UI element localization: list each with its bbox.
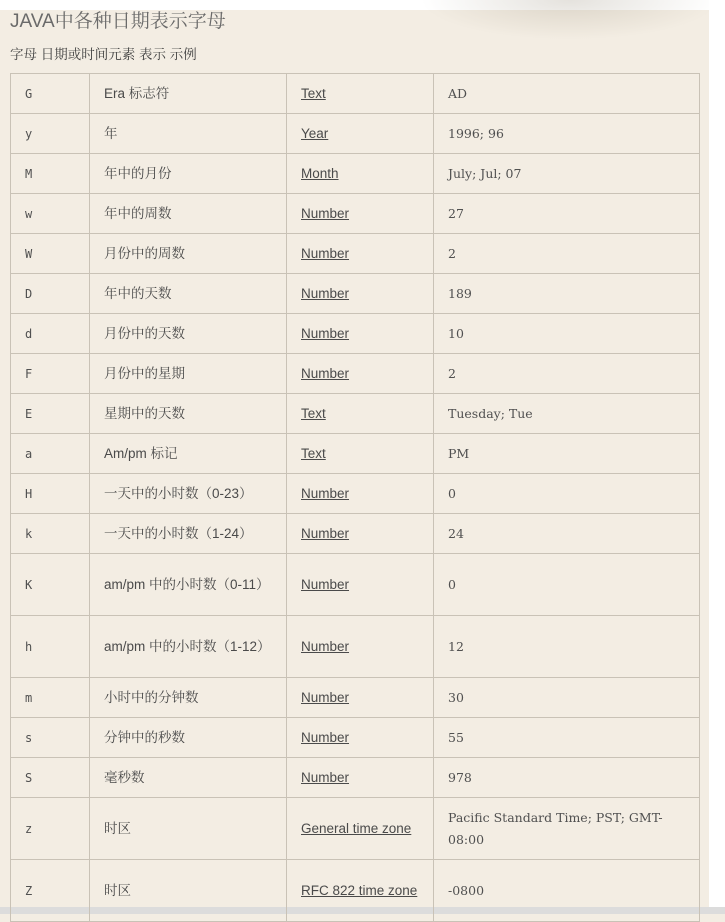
table-row [11, 154, 700, 194]
element-cell: 毫秒数 [90, 758, 287, 798]
table-row [11, 718, 700, 758]
element-cell: 年中的月份 [90, 154, 287, 194]
presentation-cell [287, 474, 434, 514]
presentation-link[interactable]: Number [301, 245, 350, 261]
example-cell: 30 [434, 678, 700, 718]
pattern-letter-cell: E [11, 394, 90, 434]
table-row [11, 554, 700, 616]
element-cell: Am/pm 标记 [90, 434, 287, 474]
presentation-cell [287, 194, 434, 234]
example-cell: 0 [434, 474, 700, 514]
table-row [11, 114, 700, 154]
presentation-link[interactable]: Number [301, 205, 350, 221]
table-row [11, 314, 700, 354]
element-cell: 月份中的天数 [90, 314, 287, 354]
presentation-link[interactable]: Number [301, 769, 350, 785]
presentation-cell [287, 514, 434, 554]
presentation-cell [287, 678, 434, 718]
presentation-link[interactable]: RFC 822 time zone [301, 882, 418, 898]
element-cell: 月份中的星期 [90, 354, 287, 394]
presentation-cell [287, 718, 434, 758]
presentation-cell [287, 860, 434, 922]
example-cell: 24 [434, 514, 700, 554]
table-caption: 字母 日期或时间元素 表示 示例 [10, 47, 197, 62]
pattern-letter-cell: S [11, 758, 90, 798]
example-cell: 0 [434, 554, 700, 616]
table-row [11, 354, 700, 394]
pattern-letter-cell: K [11, 554, 90, 616]
presentation-cell [287, 234, 434, 274]
presentation-link[interactable]: Number [301, 689, 350, 705]
element-cell: 年中的周数 [90, 194, 287, 234]
example-cell: 2 [434, 354, 700, 394]
table-row [11, 194, 700, 234]
right-edge [709, 0, 725, 914]
presentation-link[interactable]: Text [301, 85, 326, 101]
presentation-link[interactable]: Number [301, 576, 350, 592]
example-cell: Pacific Standard Time; PST; GMT-08:00 [434, 798, 700, 860]
pattern-letter-cell: F [11, 354, 90, 394]
table-row [11, 434, 700, 474]
presentation-link[interactable]: Number [301, 285, 350, 301]
element-cell: 年中的天数 [90, 274, 287, 314]
presentation-cell [287, 274, 434, 314]
table-row [11, 514, 700, 554]
element-cell: 星期中的天数 [90, 394, 287, 434]
example-cell: PM [434, 434, 700, 474]
pattern-letter-cell: d [11, 314, 90, 354]
presentation-cell [287, 354, 434, 394]
element-cell: 分钟中的秒数 [90, 718, 287, 758]
presentation-cell [287, 154, 434, 194]
date-format-table [10, 73, 700, 922]
presentation-cell [287, 554, 434, 616]
element-cell: 月份中的周数 [90, 234, 287, 274]
table-row [11, 678, 700, 718]
presentation-link[interactable]: Number [301, 729, 350, 745]
pattern-letter-cell: a [11, 434, 90, 474]
pattern-letter-cell: G [11, 74, 90, 114]
example-cell: July; Jul; 07 [434, 154, 700, 194]
presentation-cell [287, 314, 434, 354]
presentation-cell [287, 394, 434, 434]
presentation-link[interactable]: Number [301, 485, 350, 501]
presentation-cell [287, 74, 434, 114]
pattern-letter-cell: h [11, 616, 90, 678]
presentation-cell [287, 434, 434, 474]
presentation-cell [287, 114, 434, 154]
table-row [11, 234, 700, 274]
element-cell: 一天中的小时数（1-24） [90, 514, 287, 554]
element-cell: 年 [90, 114, 287, 154]
table-row [11, 274, 700, 314]
pattern-letter-cell: W [11, 234, 90, 274]
presentation-cell [287, 758, 434, 798]
table-row [11, 758, 700, 798]
example-cell: -0800 [434, 860, 700, 922]
example-cell: 189 [434, 274, 700, 314]
presentation-link[interactable]: General time zone [301, 820, 412, 836]
page-title: JAVA中各种日期表示字母 [10, 11, 226, 32]
presentation-link[interactable]: Number [301, 365, 350, 381]
presentation-link[interactable]: Text [301, 405, 326, 421]
example-cell: 2 [434, 234, 700, 274]
example-cell: 10 [434, 314, 700, 354]
element-cell: 一天中的小时数（0-23） [90, 474, 287, 514]
presentation-link[interactable]: Year [301, 125, 329, 141]
presentation-cell [287, 798, 434, 860]
element-cell: 时区 [90, 798, 287, 860]
table-row [11, 860, 700, 922]
pattern-letter-cell: w [11, 194, 90, 234]
pattern-letter-cell: m [11, 678, 90, 718]
pattern-letter-cell: D [11, 274, 90, 314]
table-row [11, 74, 700, 114]
example-cell: 55 [434, 718, 700, 758]
example-cell: 978 [434, 758, 700, 798]
pattern-letter-cell: z [11, 798, 90, 860]
presentation-link[interactable]: Number [301, 525, 350, 541]
presentation-link[interactable]: Number [301, 325, 350, 341]
presentation-link[interactable]: Text [301, 445, 326, 461]
pattern-letter-cell: Z [11, 860, 90, 922]
element-cell: am/pm 中的小时数（0-11） [90, 554, 287, 616]
pattern-letter-cell: y [11, 114, 90, 154]
presentation-link[interactable]: Month [301, 165, 339, 181]
element-cell: 小时中的分钟数 [90, 678, 287, 718]
example-cell: 27 [434, 194, 700, 234]
element-cell: am/pm 中的小时数（1-12） [90, 616, 287, 678]
presentation-cell [287, 616, 434, 678]
table-row [11, 394, 700, 434]
table-row [11, 474, 700, 514]
element-cell: Era 标志符 [90, 74, 287, 114]
element-cell: 时区 [90, 860, 287, 922]
pattern-letter-cell: H [11, 474, 90, 514]
example-cell: Tuesday; Tue [434, 394, 700, 434]
pattern-letter-cell: s [11, 718, 90, 758]
example-cell: 1996; 96 [434, 114, 700, 154]
table-row [11, 616, 700, 678]
table-row [11, 798, 700, 860]
header-shadow [420, 0, 720, 40]
pattern-letter-cell: M [11, 154, 90, 194]
example-cell: AD [434, 74, 700, 114]
example-cell: 12 [434, 616, 700, 678]
pattern-letter-cell: k [11, 514, 90, 554]
presentation-link[interactable]: Number [301, 638, 350, 654]
